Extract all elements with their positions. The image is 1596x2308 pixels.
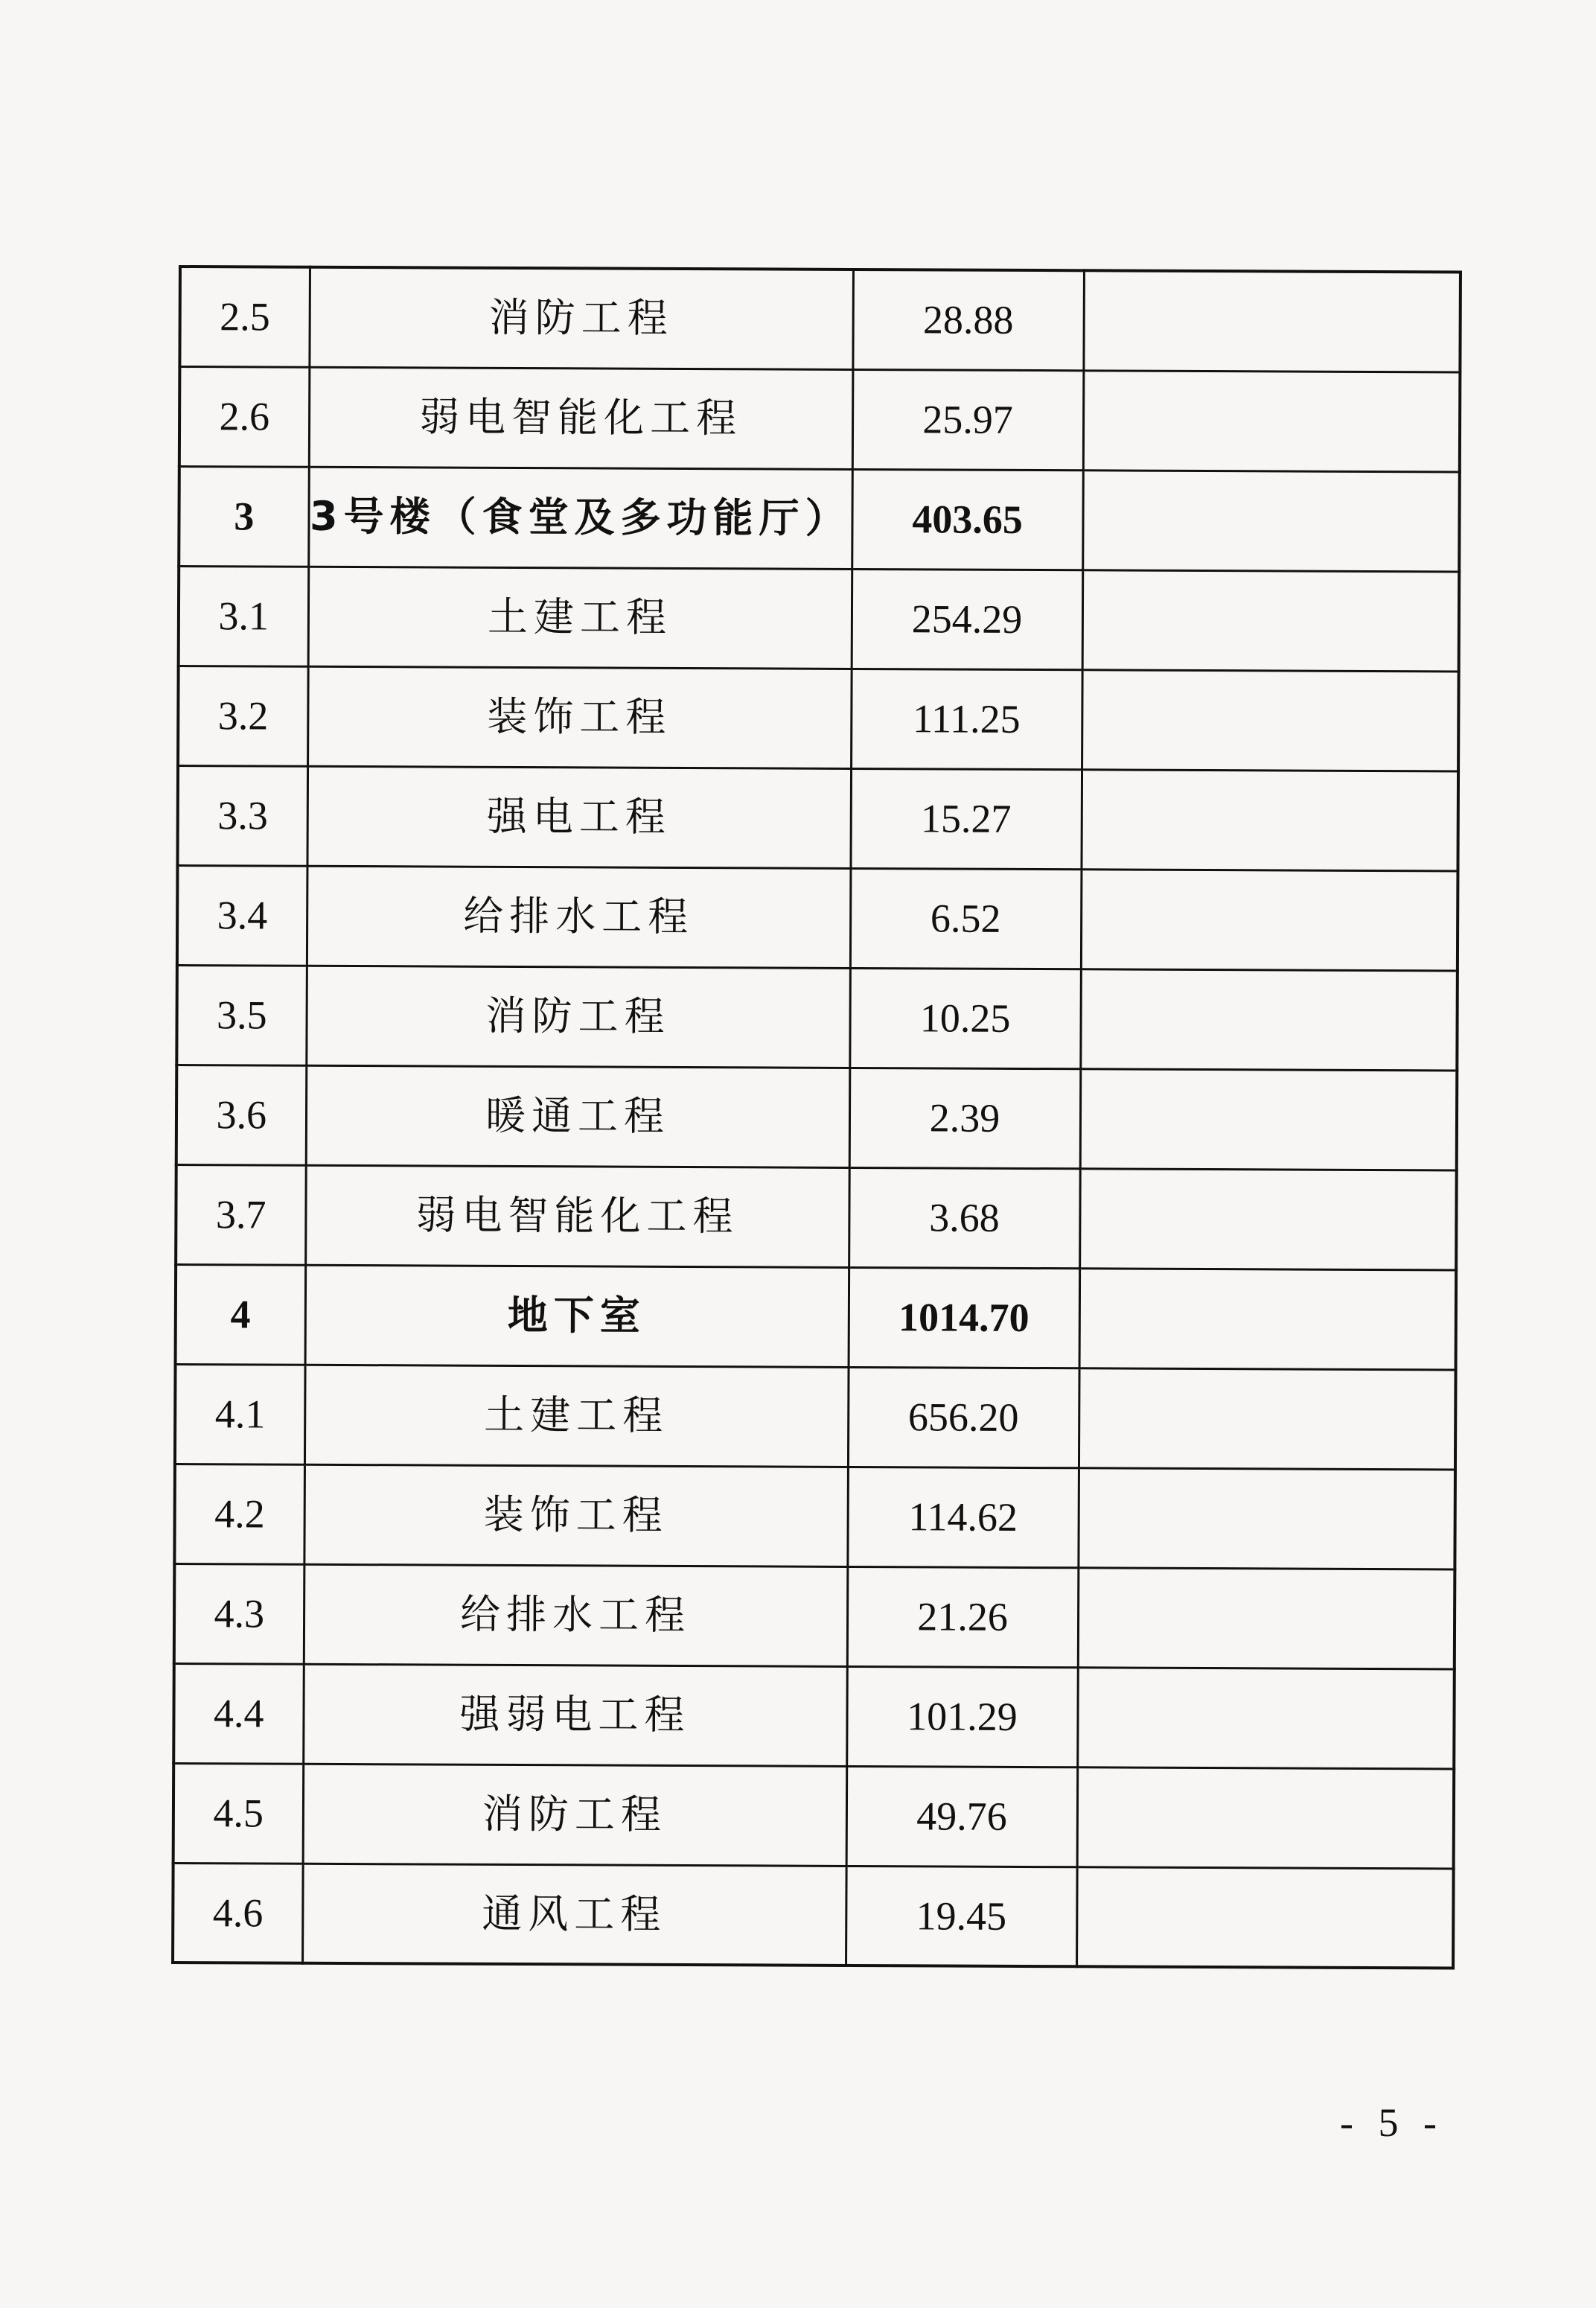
table-row bbox=[176, 1065, 1458, 1170]
note-cell bbox=[1083, 370, 1461, 471]
note-cell bbox=[1079, 1368, 1456, 1469]
row-number-cell: 2.5 bbox=[179, 267, 310, 367]
table-row bbox=[174, 1464, 1455, 1569]
table-row bbox=[177, 865, 1458, 971]
table-row bbox=[173, 1763, 1455, 1869]
table-row bbox=[176, 1264, 1457, 1370]
row-number-cell: 3.4 bbox=[177, 865, 307, 966]
note-cell bbox=[1082, 570, 1460, 671]
note-cell bbox=[1079, 1168, 1457, 1269]
item-name-cell: 装饰工程 bbox=[307, 666, 852, 768]
note-cell bbox=[1077, 1767, 1455, 1868]
amount-cell: 1014.70 bbox=[849, 1267, 1080, 1368]
item-name-cell: 消防工程 bbox=[309, 267, 853, 369]
item-name-cell: 弱电智能化工程 bbox=[305, 1165, 849, 1267]
note-cell bbox=[1082, 669, 1459, 771]
item-name-cell: 弱电智能化工程 bbox=[309, 367, 853, 469]
table-row bbox=[179, 466, 1460, 572]
note-cell bbox=[1081, 869, 1458, 970]
amount-cell: 21.26 bbox=[847, 1566, 1079, 1667]
note-cell bbox=[1080, 1068, 1458, 1170]
note-cell bbox=[1079, 1268, 1457, 1369]
table-row bbox=[173, 1863, 1454, 1969]
amount-cell: 15.27 bbox=[850, 768, 1082, 869]
item-name-cell: 装饰工程 bbox=[304, 1464, 848, 1566]
item-name-cell: 土建工程 bbox=[308, 567, 852, 669]
amount-cell: 25.97 bbox=[852, 369, 1084, 470]
item-name-cell: 土建工程 bbox=[304, 1365, 849, 1467]
note-cell bbox=[1078, 1567, 1455, 1668]
cost-breakdown-table bbox=[171, 265, 1462, 1970]
item-name-cell: 强电工程 bbox=[307, 766, 851, 868]
row-number-cell: 3.3 bbox=[177, 765, 307, 866]
table-row bbox=[179, 267, 1461, 372]
item-name-cell: 消防工程 bbox=[303, 1764, 847, 1866]
note-cell bbox=[1081, 769, 1458, 870]
table-row bbox=[178, 666, 1459, 771]
row-number-cell: 3.2 bbox=[178, 666, 308, 766]
note-cell bbox=[1078, 1467, 1455, 1569]
amount-cell: 656.20 bbox=[848, 1367, 1079, 1467]
item-name-cell: 3号楼（食堂及多功能厅） bbox=[308, 467, 852, 569]
row-number-cell: 4.5 bbox=[173, 1763, 304, 1864]
table-row bbox=[176, 965, 1458, 1071]
item-name-cell: 强弱电工程 bbox=[303, 1664, 847, 1766]
row-number-cell: 4.1 bbox=[175, 1364, 305, 1464]
amount-cell: 114.62 bbox=[847, 1467, 1079, 1567]
table-row bbox=[173, 1663, 1455, 1769]
row-number-cell: 2.6 bbox=[179, 366, 310, 467]
amount-cell: 6.52 bbox=[850, 868, 1082, 969]
item-name-cell: 消防工程 bbox=[306, 966, 850, 1068]
item-name-cell: 地下室 bbox=[305, 1265, 849, 1367]
amount-cell: 403.65 bbox=[852, 469, 1083, 570]
item-name-cell: 给排水工程 bbox=[307, 866, 851, 968]
table-row bbox=[176, 1164, 1457, 1270]
table-row bbox=[179, 566, 1460, 672]
amount-cell: 28.88 bbox=[852, 270, 1084, 370]
amount-cell: 101.29 bbox=[846, 1666, 1078, 1767]
table-row bbox=[174, 1563, 1455, 1669]
table-body bbox=[173, 267, 1461, 1968]
note-cell bbox=[1080, 969, 1458, 1070]
table-row bbox=[175, 1364, 1456, 1470]
row-number-cell: 4.4 bbox=[173, 1663, 304, 1764]
row-number-cell: 4.3 bbox=[174, 1563, 304, 1664]
note-cell bbox=[1083, 270, 1461, 372]
amount-cell: 111.25 bbox=[851, 669, 1082, 769]
row-number-cell: 4.6 bbox=[173, 1863, 303, 1963]
row-number-cell: 3 bbox=[179, 466, 309, 567]
item-name-cell: 给排水工程 bbox=[304, 1564, 848, 1666]
table-row bbox=[177, 765, 1458, 871]
row-number-cell: 3.7 bbox=[176, 1164, 306, 1265]
amount-cell: 254.29 bbox=[852, 569, 1083, 669]
table-row bbox=[179, 366, 1461, 472]
row-number-cell: 3.6 bbox=[176, 1065, 307, 1165]
amount-cell: 19.45 bbox=[846, 1866, 1077, 1966]
amount-cell: 49.76 bbox=[846, 1766, 1078, 1867]
row-number-cell: 3.5 bbox=[176, 965, 307, 1065]
page-number: - 5 - bbox=[1340, 2100, 1444, 2145]
amount-cell: 2.39 bbox=[849, 1068, 1081, 1168]
item-name-cell: 暖通工程 bbox=[306, 1065, 850, 1167]
item-name-cell: 通风工程 bbox=[302, 1864, 846, 1966]
note-cell bbox=[1077, 1667, 1455, 1768]
note-cell bbox=[1082, 470, 1460, 571]
amount-cell: 3.68 bbox=[849, 1167, 1080, 1268]
amount-cell: 10.25 bbox=[849, 968, 1081, 1068]
row-number-cell: 3.1 bbox=[179, 566, 309, 666]
row-number-cell: 4 bbox=[176, 1264, 306, 1365]
row-number-cell: 4.2 bbox=[174, 1464, 304, 1564]
note-cell bbox=[1076, 1867, 1454, 1968]
